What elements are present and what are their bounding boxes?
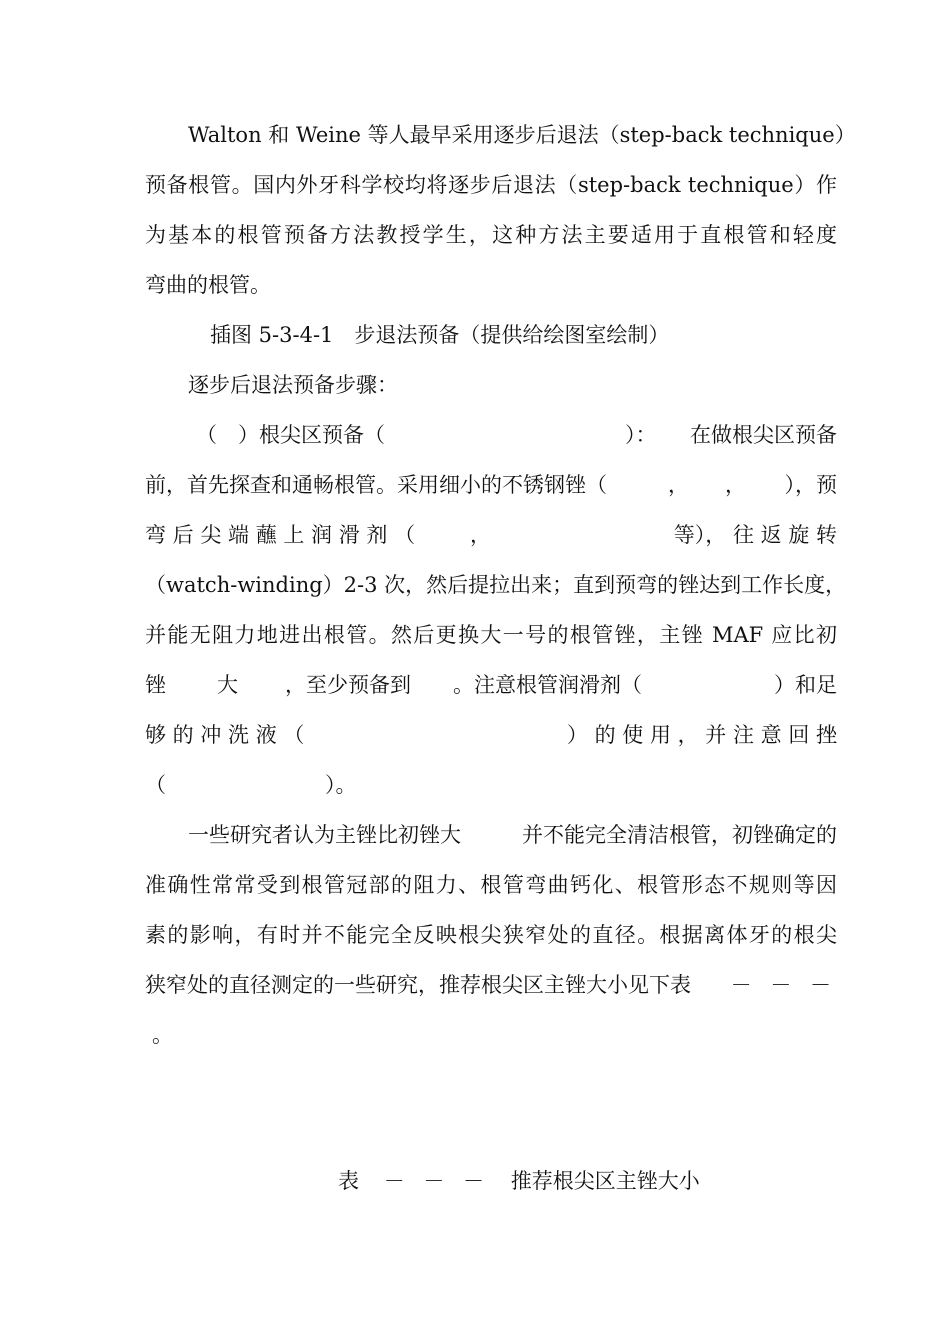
paragraph1-line4: 弯曲的根管。 bbox=[145, 273, 271, 297]
step1-text-g1: 够 的 冲 洗 液 （ bbox=[145, 723, 305, 747]
step1-text-b4: ），预 bbox=[784, 473, 837, 497]
paragraph2-text-4a: 狭窄处的直径测定的一些研究，推荐根尖区主锉大小见下表 bbox=[145, 973, 691, 997]
table-title-dashes: － － － bbox=[383, 1169, 491, 1193]
step1-text-f5: ）和足 bbox=[774, 673, 837, 697]
step1-line2 bbox=[145, 469, 837, 501]
table-title-text: 推荐根尖区主锉大小 bbox=[510, 1169, 700, 1193]
step1-text-c3: 等）， 往 返 旋 转 bbox=[673, 523, 837, 547]
step1-text-b1: 前，首先探查和通畅根管。采用细小的不锈钢锉（ bbox=[145, 473, 607, 497]
paragraph2-line4 bbox=[145, 969, 837, 1001]
table-title-prefix: 表 bbox=[338, 1169, 359, 1193]
figure-caption: 插图 5-3-4-1 步退法预备（提供给绘图室绘制） bbox=[210, 323, 670, 347]
paragraph1-line3: 为基本的根管预备方法教授学生，这种方法主要适用于直根管和轻度 bbox=[145, 223, 837, 247]
step1-title: （ ）根尖区预备（ bbox=[196, 423, 385, 447]
step1-text-f1: 锉 bbox=[145, 673, 166, 697]
paragraph2-text-1b: 并不能完全清洁根管，初锉确定的 bbox=[522, 823, 837, 847]
step1-line5: 并能无阻力地进出根管。然后更换大一号的根管锉，主锉 MAF 应比初 bbox=[145, 623, 837, 647]
step1-line8 bbox=[145, 769, 837, 801]
step1-text-h1: （ bbox=[145, 773, 166, 797]
steps-heading: 逐步后退法预备步骤： bbox=[188, 373, 398, 397]
step1-text-f2: 大 bbox=[217, 673, 238, 697]
step1-text-b2: ， bbox=[668, 473, 689, 497]
paragraph2-line3: 素的影响，有时并不能完全反映根尖狭窄处的直径。根据离体牙的根尖 bbox=[145, 923, 837, 947]
paragraph2-text-1a: 一些研究者认为主锉比初锉大 bbox=[188, 823, 461, 847]
step1-line4: （watch-winding）2-3 次，然后提拉出来；直到预弯的锉达到工作长度， bbox=[145, 573, 847, 597]
step1-text-f4: 。注意根管润滑剂（ bbox=[453, 673, 642, 697]
step1-intro: 在做根尖区预备 bbox=[690, 423, 837, 447]
step1-text-f3: ，至少预备到 bbox=[285, 673, 411, 697]
step1-line7 bbox=[145, 719, 837, 751]
paragraph2-line1 bbox=[188, 819, 837, 851]
step1-line3 bbox=[145, 519, 837, 551]
paragraph2-dashes: － － － bbox=[730, 973, 837, 997]
step1-text-h2: ）。 bbox=[325, 773, 357, 797]
paragraph2-line2: 准确性常常受到根管冠部的阻力、根管弯曲钙化、根管形态不规则等因 bbox=[145, 873, 837, 897]
step1-text-g2: ） 的 使 用 ， 并 注 意 回 挫 bbox=[566, 723, 837, 747]
step1-text-c2: ， bbox=[470, 523, 491, 547]
paragraph2-line5: 。 bbox=[152, 1023, 173, 1047]
table-title bbox=[0, 1165, 950, 1197]
step1-title-close: ）： bbox=[625, 423, 657, 447]
step1-text-c1: 弯 后 尖 端 蘸 上 润 滑 剂 （ bbox=[145, 523, 416, 547]
paragraph1-line2: 预备根管。国内外牙科学校均将逐步后退法（step-back technique）作 bbox=[145, 173, 837, 197]
step1-line1 bbox=[196, 419, 837, 451]
paragraph1-line1: Walton 和 Weine 等人最早采用逐步后退法（step-back technique） bbox=[188, 123, 856, 147]
step1-text-b3: ， bbox=[725, 473, 746, 497]
step1-line6 bbox=[145, 669, 837, 701]
